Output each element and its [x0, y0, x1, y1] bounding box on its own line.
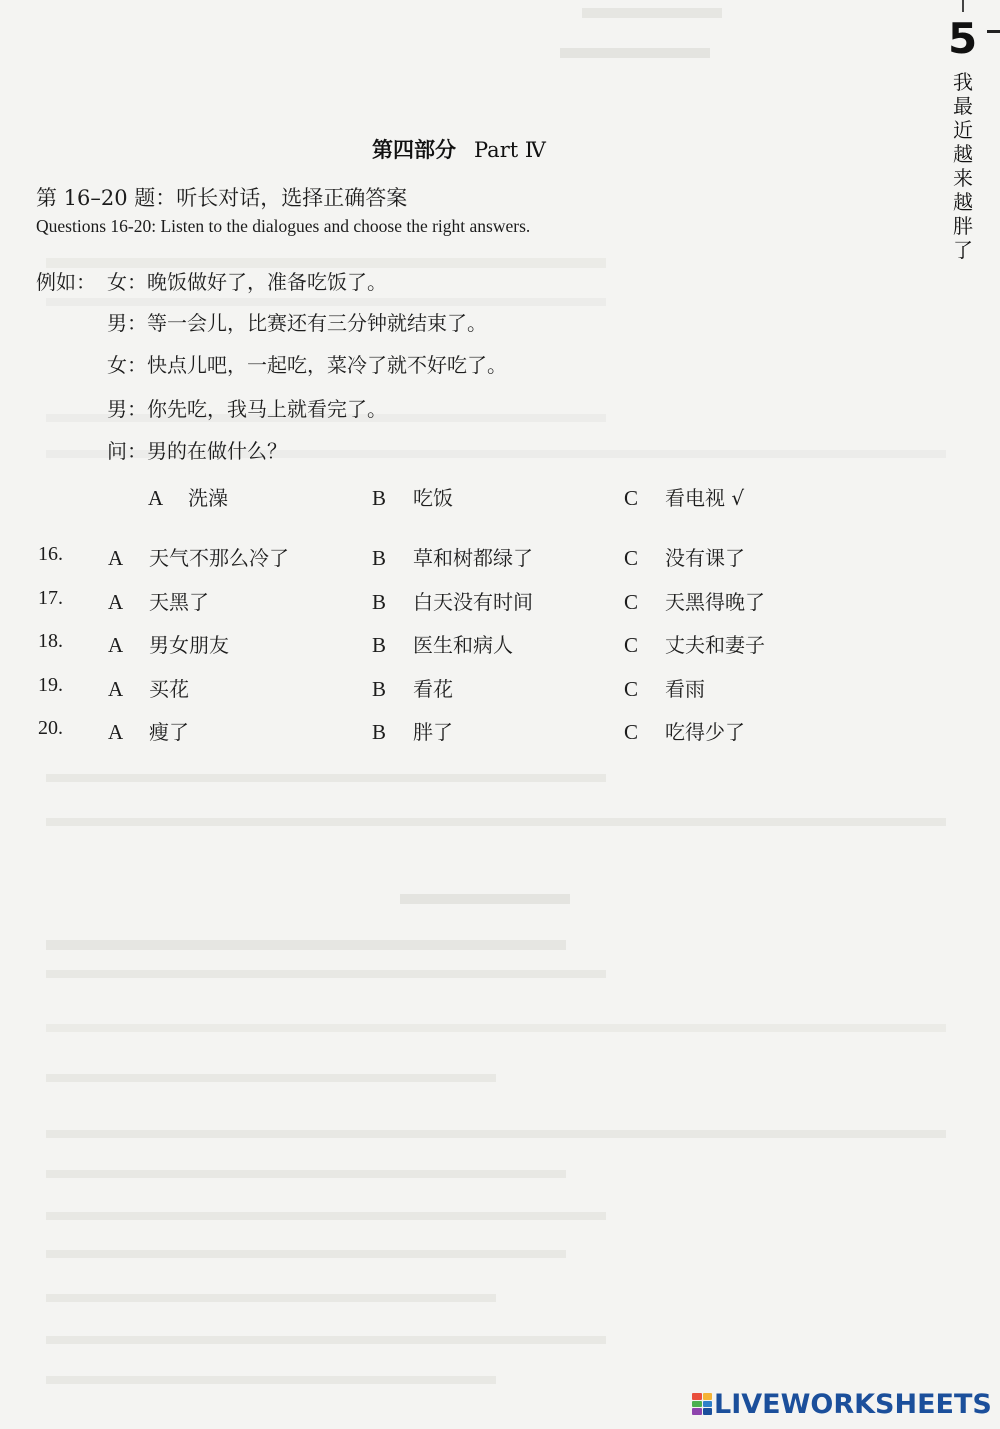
option-letter: B	[372, 546, 387, 570]
option-letter: C	[624, 590, 639, 614]
answer-option-20b[interactable]	[372, 716, 453, 745]
option-text: 天气不那么冷了	[149, 546, 289, 570]
option-letter: C	[624, 677, 639, 701]
option-letter: C	[624, 486, 639, 510]
part-title	[372, 134, 546, 164]
answer-option-19b[interactable]	[372, 673, 453, 702]
option-letter: B	[372, 720, 387, 744]
option-text: 白天没有时间	[413, 590, 533, 614]
example-dialogue-line: 女：快点儿吧，一起吃，菜冷了就不好吃了。	[107, 353, 507, 377]
option-text: 没有课了	[665, 546, 745, 570]
option-letter: A	[108, 590, 124, 614]
option-letter: A	[108, 633, 124, 657]
option-text: 洗澡	[188, 486, 228, 510]
chapter-title-char: 越	[953, 142, 973, 166]
example-label: 例如：	[36, 270, 96, 294]
option-letter: A	[108, 546, 124, 570]
chapter-title-char: 近	[953, 118, 973, 142]
example-option-c	[624, 482, 744, 511]
option-text: 吃饭	[413, 486, 453, 510]
option-text: 瘦了	[149, 720, 189, 744]
answer-option-20a[interactable]	[108, 716, 189, 745]
chapter-tick-mark	[962, 0, 964, 12]
option-letter: B	[372, 486, 387, 510]
example-option-b	[372, 482, 453, 511]
answer-option-19c[interactable]	[624, 673, 705, 702]
option-letter: B	[372, 590, 387, 614]
chapter-title-char: 我	[953, 70, 973, 94]
answer-option-18c[interactable]	[624, 629, 765, 658]
instructions-english: Questions 16-20: Listen to the dialogues and choose the right answers.	[36, 216, 531, 236]
option-text: 男女朋友	[149, 633, 229, 657]
answer-option-16b[interactable]	[372, 542, 533, 571]
option-letter: A	[108, 720, 124, 744]
question-number: 16.	[38, 543, 63, 565]
example-dialogue-line: 女：晚饭做好了，准备吃饭了。	[107, 270, 387, 294]
chapter-title-char: 胖	[953, 214, 973, 238]
chapter-title-char: 来	[953, 166, 973, 190]
question-number: 18.	[38, 630, 63, 652]
option-text: 买花	[149, 677, 189, 701]
option-text: 天黑得晚了	[665, 590, 765, 614]
chapter-dash	[987, 30, 1000, 33]
option-text: 看雨	[665, 677, 705, 701]
option-letter: B	[372, 677, 387, 701]
option-text: 天黑了	[149, 590, 209, 614]
chapter-title-char: 最	[953, 94, 973, 118]
answer-option-19a[interactable]	[108, 673, 189, 702]
option-letter: A	[148, 486, 164, 510]
instructions-chinese: 第 16–20 题：听长对话，选择正确答案	[36, 186, 408, 210]
option-text: 医生和病人	[413, 633, 513, 657]
liveworksheets-logo-icon	[692, 1393, 712, 1415]
option-letter: A	[108, 677, 124, 701]
option-text: 草和树都绿了	[413, 546, 533, 570]
part-title-en: Part Ⅳ	[474, 138, 546, 162]
answer-option-16c[interactable]	[624, 542, 745, 571]
option-text: 丈夫和妻子	[665, 633, 765, 657]
option-letter: C	[624, 546, 639, 570]
question-number: 19.	[38, 674, 63, 696]
option-letter: C	[624, 720, 639, 744]
answer-option-17c[interactable]	[624, 586, 765, 615]
option-text: 吃得少了	[665, 720, 745, 744]
option-text: 胖了	[413, 720, 453, 744]
option-text: 看花	[413, 677, 453, 701]
liveworksheets-watermark[interactable]: LIVEWORKSHEETS	[714, 1389, 992, 1420]
answer-option-18b[interactable]	[372, 629, 513, 658]
answer-option-17a[interactable]	[108, 586, 209, 615]
example-option-a	[148, 482, 228, 511]
chapter-title-char: 了	[953, 238, 973, 262]
chapter-title	[948, 70, 978, 262]
answer-option-18a[interactable]	[108, 629, 229, 658]
example-question: 问：男的在做什么？	[107, 439, 287, 463]
chapter-title-char: 越	[953, 190, 973, 214]
question-number: 20.	[38, 717, 63, 739]
answer-option-16a[interactable]	[108, 542, 289, 571]
part-title-cn: 第四部分	[372, 137, 456, 162]
option-letter: C	[624, 633, 639, 657]
example-dialogue-line: 男：你先吃，我马上就看完了。	[107, 397, 387, 421]
chapter-number: 5	[948, 14, 978, 63]
option-text: 看电视 √	[665, 486, 745, 510]
option-letter: B	[372, 633, 387, 657]
question-number: 17.	[38, 587, 63, 609]
answer-option-20c[interactable]	[624, 716, 745, 745]
example-dialogue-line: 男：等一会儿，比赛还有三分钟就结束了。	[107, 311, 487, 335]
answer-option-17b[interactable]	[372, 586, 533, 615]
